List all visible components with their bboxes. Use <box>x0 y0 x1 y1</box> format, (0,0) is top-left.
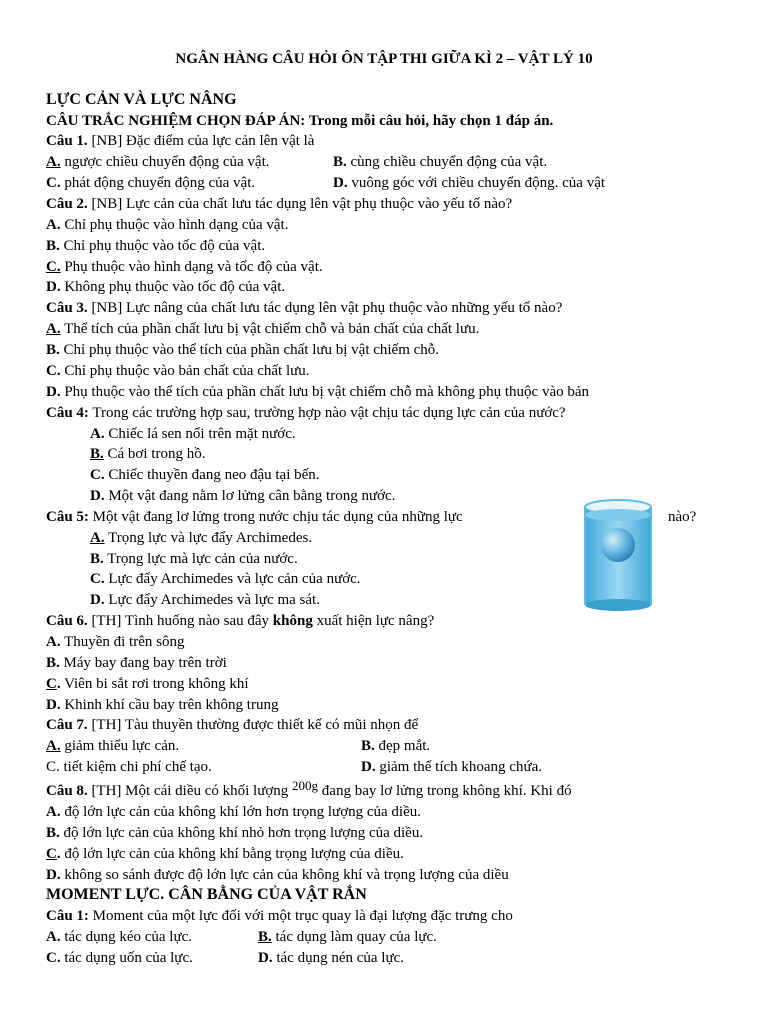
question-8: Câu 8. [TH] Một cái diều có khối lượng 200g đang bay lơ lửng trong không khí. Khi đó <box>46 778 572 799</box>
section-heading-drag-lift: LỰC CẢN VÀ LỰC NÂNG <box>46 91 237 108</box>
answer-option: B. Cá bơi trong hồ. <box>90 446 206 462</box>
page-title: NGÂN HÀNG CÂU HỎI ÔN TẬP THI GIỮA KÌ 2 – VẬT LÝ 10 <box>175 51 593 67</box>
answer-option: D. giảm thể tích khoang chứa. <box>361 759 543 775</box>
question-text: [NB] Lực nâng của chất lưu tác dụng lên vật phụ thuộc vào những yếu tố nào? <box>87 300 563 316</box>
question-text-end: nào? <box>668 509 697 525</box>
question-4 <box>46 404 566 422</box>
answer-option: C. Phụ thuộc vào hình dạng và tốc độ của vật. <box>46 259 323 275</box>
answer-option: A. ngược chiều chuyển động của vật. <box>46 154 270 170</box>
answer-option: D. Không phụ thuộc vào tốc độ của vật. <box>46 279 286 295</box>
answer-option: C. tiết kiệm chi phí chế tạo. <box>46 759 212 775</box>
answer-key-correct: C <box>46 676 57 692</box>
answer-option: A. Chỉ phụ thuộc vào hình dạng của vật. <box>46 217 289 233</box>
question-3 <box>46 299 562 317</box>
question-number: Câu 1. <box>46 133 88 149</box>
question-text: [TH] Tàu thuyền thường được thiết kế có mũi nhọn để <box>87 717 419 733</box>
question-number: Câu 7. <box>46 717 88 733</box>
mass-value: 200g <box>292 778 319 793</box>
answer-option: B. Máy bay đang bay trên trời <box>46 655 227 671</box>
answer-option: D. Lực đẩy Archimedes và lực ma sát. <box>90 592 320 608</box>
answer-option: A. độ lớn lực cản của không khí lớn hơn trọng lượng của diều. <box>46 804 422 820</box>
answer-option: B. Chỉ phụ thuộc vào thể tích của phần chất lưu bị vật chiếm chỗ. <box>46 342 440 358</box>
question-text: [NB] Đặc điểm của lực cản lên vật là <box>87 133 315 149</box>
question-7 <box>46 716 418 734</box>
question-5 <box>46 508 463 526</box>
question-text: [NB] Lực cản của chất lưu tác dụng lên vật phụ thuộc vào yếu tố nào? <box>87 196 513 212</box>
answer-option: C. phát động chuyển động của vật. <box>46 175 256 191</box>
answer-option: D. không so sánh được độ lớn lực cản của không khí và trọng lượng của diều <box>46 867 509 883</box>
answer-option: D. vuông góc với chiều chuyển động. của vật <box>333 175 606 191</box>
answer-key-correct: A. <box>90 530 105 546</box>
question-number: Câu 8. <box>46 783 88 799</box>
answer-option: B. đẹp mắt. <box>361 738 431 754</box>
answer-key-correct: A. <box>46 154 61 170</box>
answer-key-correct: C. <box>46 259 61 275</box>
answer-option: B. Chỉ phụ thuộc vào tốc độ của vật. <box>46 238 266 254</box>
question-number: Câu 4: <box>46 405 89 421</box>
answer-option: A. Chiếc lá sen nổi trên mặt nước. <box>90 426 296 442</box>
answer-option: C. độ lớn lực cản của không khí bằng trọng lượng của diều. <box>46 846 404 862</box>
answer-option: B. Trọng lực mà lực cản của nước. <box>90 551 298 567</box>
question-text: Moment của một lực đối với một trục quay là đại lượng đặc trưng cho <box>88 908 513 924</box>
answer-option: B. cùng chiều chuyển động của vật. <box>333 154 548 170</box>
answer-option: C. tác dụng uốn của lực. <box>46 950 193 966</box>
answer-option: A. Thuyền đi trên sông <box>46 634 185 650</box>
answer-key-correct: A. <box>46 321 61 337</box>
answer-option: A. giảm thiểu lực cản. <box>46 738 180 754</box>
answer-option: C. Lực đẩy Archimedes và lực cản của nước. <box>90 571 361 587</box>
answer-option: B. độ lớn lực cản của không khí nhỏ hơn trọng lượng của diều. <box>46 825 424 841</box>
answer-option: D. tác dụng nén của lực. <box>258 950 405 966</box>
moment-question-1 <box>46 907 513 925</box>
answer-key-correct: A. <box>46 738 61 754</box>
answer-option: D. Khinh khí cầu bay trên không trung <box>46 697 279 713</box>
floating-ball <box>601 528 635 562</box>
instruction-line: CÂU TRẮC NGHIỆM CHỌN ĐÁP ÁN: Trong mỗi câu hỏi, hãy chọn 1 đáp án. <box>46 113 554 129</box>
question-number: Câu 1: <box>46 908 89 924</box>
question-2 <box>46 195 512 213</box>
glass-base <box>585 599 651 611</box>
answer-option: C. Chiếc thuyền đang neo đậu tại bến. <box>90 467 320 483</box>
question-number: Câu 2. <box>46 196 88 212</box>
answer-option: B. tác dụng làm quay của lực. <box>258 929 437 945</box>
answer-option: C. Chỉ phụ thuộc vào bản chất của chất lưu. <box>46 363 310 379</box>
question-6: Câu 6. [TH] Tình huống nào sau đây không xuất hiện lực nâng? <box>46 613 435 629</box>
answer-key-correct: B. <box>90 446 104 462</box>
question-number: Câu 5: <box>46 509 89 525</box>
question-number: Câu 6. <box>46 613 88 629</box>
answer-option: C. Viên bi sắt rơi trong không khí <box>46 676 249 692</box>
answer-key-correct: C <box>46 846 57 862</box>
water-glass-illustration <box>583 495 653 613</box>
answer-option: A. Trọng lực và lực đẩy Archimedes. <box>90 530 313 546</box>
question-text: Trong các trường hợp sau, trường hợp nào vật chịu tác dụng lực cản của nước? <box>88 405 566 421</box>
question-text: Một vật đang lơ lửng trong nước chịu tác dụng của những lực <box>88 509 463 525</box>
answer-key-correct: B. <box>258 929 272 945</box>
answer-option: A. Thể tích của phần chất lưu bị vật chiếm chỗ và bản chất của chất lưu. <box>46 321 480 337</box>
question-1 <box>46 132 314 150</box>
answer-option: D. Một vật đang nằm lơ lửng cân bằng trong nước. <box>90 488 396 504</box>
question-number: Câu 3. <box>46 300 88 316</box>
answer-option: A. tác dụng kéo của lực. <box>46 929 193 945</box>
water-surface <box>585 509 651 521</box>
section-heading-moment: MOMENT LỰC. CÂN BẰNG CỦA VẬT RẮN <box>46 886 367 903</box>
answer-option: D. Phụ thuộc vào thể tích của phần chất lưu bị vật chiếm chỗ mà không phụ thuộc vào bản <box>46 384 590 400</box>
